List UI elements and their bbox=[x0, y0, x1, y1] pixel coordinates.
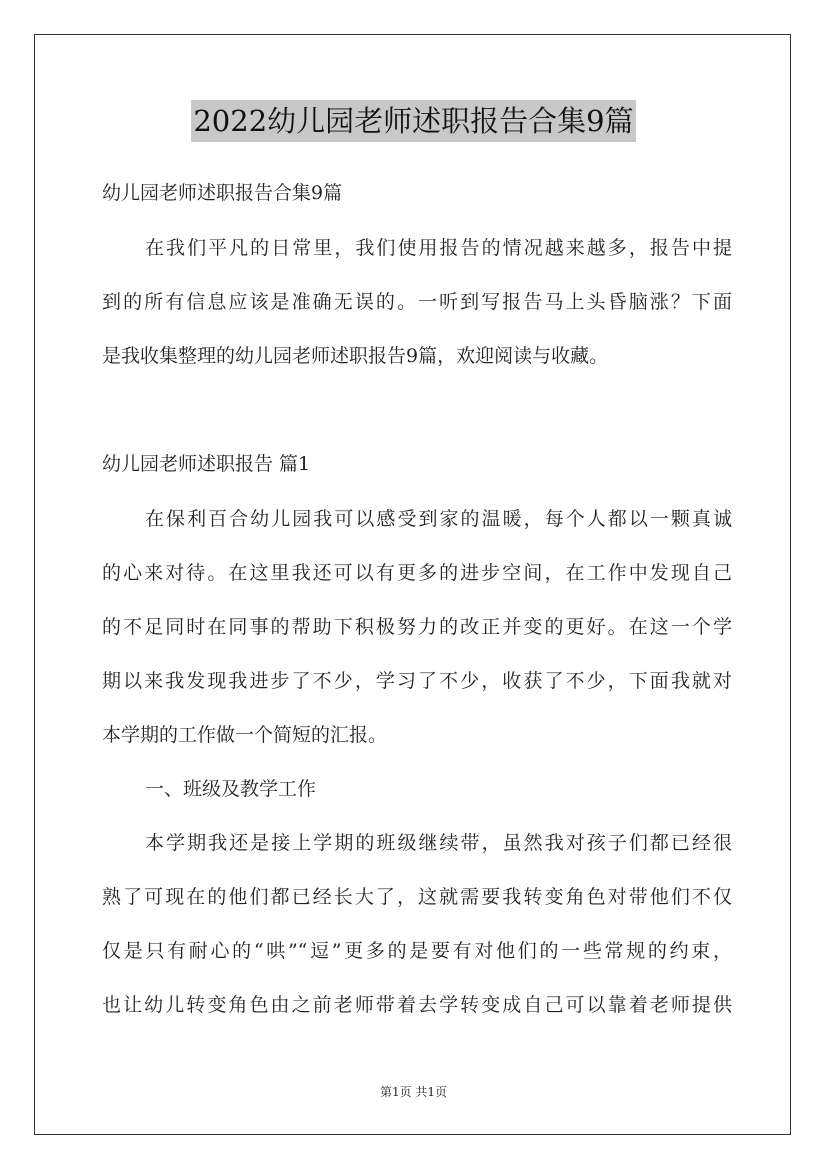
section-line: 期以来我发现我进步了不少，学习了不少，收获了不少，下面我就对 bbox=[102, 670, 732, 692]
page-footer: 第1页 共1页 bbox=[379, 1085, 448, 1099]
intro-line: 到的所有信息应该是准确无误的。一听到写报告马上头昏脑涨？下面 bbox=[102, 291, 732, 313]
intro-line: 在我们平凡的日常里，我们使用报告的情况越来越多，报告中提 bbox=[145, 237, 732, 259]
body-line: 本学期我还是接上学期的班级继续带，虽然我对孩子们都已经很 bbox=[145, 832, 732, 854]
section-line: 的心来对待。在这里我还可以有更多的进步空间，在工作中发现自己 bbox=[102, 562, 732, 584]
intro-line: 是我收集整理的幼儿园老师述职报告9篇，欢迎阅读与收藏。 bbox=[102, 345, 609, 367]
body-line: 也让幼儿转变角色由之前老师带着去学转变成自己可以靠着老师提供 bbox=[102, 994, 732, 1016]
title-container bbox=[0, 100, 827, 142]
document-title: 2022幼儿园老师述职报告合集9篇 bbox=[191, 100, 635, 142]
section-line: 本学期的工作做一个简短的汇报。 bbox=[102, 724, 388, 746]
body-line: 熟了可现在的他们都已经长大了，这就需要我转变角色对带他们不仅 bbox=[102, 886, 732, 908]
section-line: 在保利百合幼儿园我可以感受到家的温暖，每个人都以一颗真诚 bbox=[145, 508, 732, 530]
section-heading: 幼儿园老师述职报告 篇1 bbox=[102, 453, 311, 475]
subheading: 一、班级及教学工作 bbox=[145, 778, 317, 800]
body-line: 仅是只有耐心的“哄”“逗”更多的是要有对他们的一些常规的约束， bbox=[102, 940, 732, 962]
section-line: 的不足同时在同事的帮助下积极努力的改正并变的更好。在这一个学 bbox=[102, 616, 732, 638]
document-subtitle: 幼儿园老师述职报告合集9篇 bbox=[102, 182, 343, 204]
